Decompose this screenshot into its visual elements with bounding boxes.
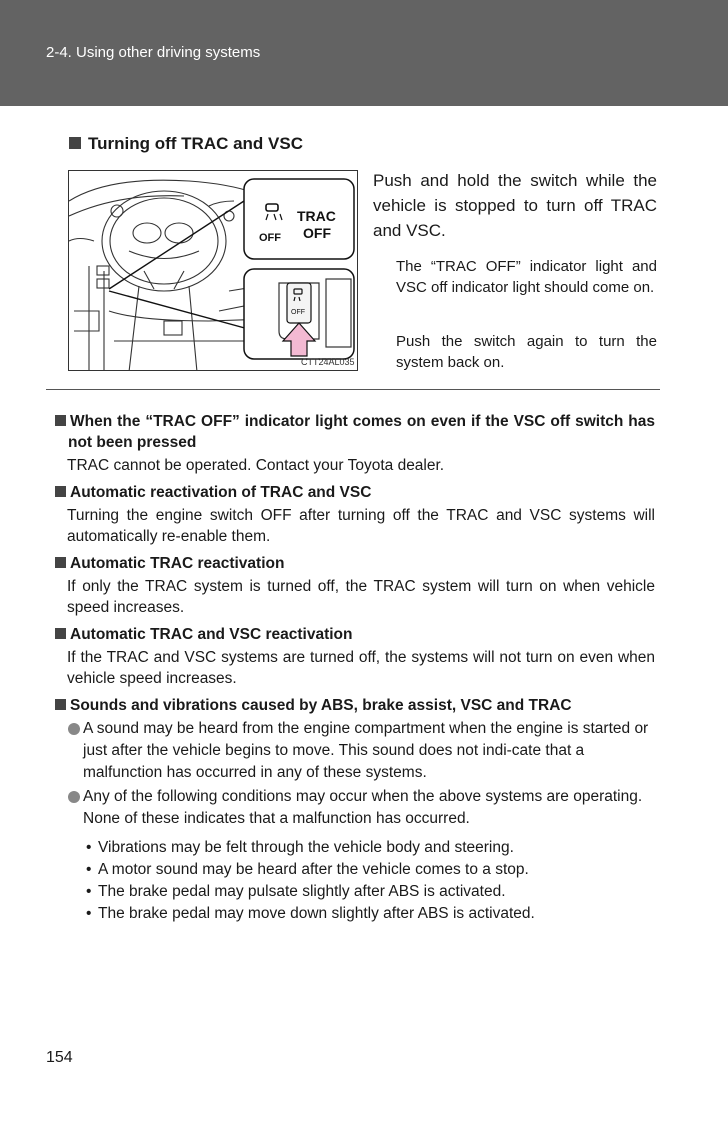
square-bullet-icon [55,486,66,497]
square-bullet-icon [55,415,66,426]
square-bullet-icon [55,628,66,639]
item-heading: When the “TRAC OFF” indicator light comes on even if the VSC off switch has not been pressed [55,411,655,453]
list-item: Any of the following conditions may occur when the above systems are operating. None of these indicates that a malfunction has occurred. [55,786,655,830]
condition-list [55,837,655,925]
item-heading: Automatic TRAC reactivation [55,553,655,574]
info-section [55,411,655,925]
item-text: If the TRAC and VSC systems are turned off, the systems will not turn on even when vehicle speed increases. [67,649,655,687]
circle-bullet-icon [68,723,80,735]
callout-trac-label: TRAC [297,208,336,224]
list-item: • The brake pedal may pulsate slightly after ABS is activated. [55,881,655,903]
dashboard-drawing [69,171,358,371]
list-item: A sound may be heard from the engine compartment when the engine is started or just after the vehicle begins to move. This sound does not indi-cate that a malfunction has occurred in any of these systems. [55,718,655,784]
intro-text: Push and hold the switch while the vehicle is stopped to turn off TRAC and VSC. [373,171,657,240]
header-section-title: 2-4. Using other driving systems [46,44,261,61]
icon-off-label: OFF [259,232,281,244]
square-bullet-icon [55,699,66,710]
circle-bullet-icon [68,791,80,803]
button-off-label: OFF [291,309,305,316]
callout-off-label: OFF [303,225,331,241]
item-heading: Automatic TRAC and VSC reactivation [55,624,655,645]
note-indicator-light: The “TRAC OFF” indicator light and VSC off indicator light should come on. [396,258,657,296]
section-title [69,134,303,154]
square-bullet-icon [55,557,66,568]
page-number: 154 [46,1049,73,1066]
dot-bullet-icon: • [86,861,92,878]
item-heading: Automatic reactivation of TRAC and VSC [55,482,655,503]
note-turn-back-on: Push the switch again to turn the system back on. [396,333,657,371]
item-text: TRAC cannot be operated. Contact your Toyota dealer. [67,457,445,474]
list-item: • A motor sound may be heard after the vehicle comes to a stop. [55,859,655,881]
list-item: • Vibrations may be felt through the vehicle body and steering. [55,837,655,859]
figure-code: CTT24AL035 [301,357,355,367]
item-text: Turning the engine switch OFF after turning off the TRAC and VSC systems will automatically re-enable them. [67,507,655,545]
dot-bullet-icon: • [86,883,92,900]
dot-bullet-icon: • [86,839,92,856]
list-item: • The brake pedal may move down slightly after ABS is activated. [55,903,655,925]
square-bullet-icon [69,137,81,149]
dashboard-illustration [68,170,358,371]
section-divider [46,389,660,390]
page-header [0,0,728,106]
item-text: If only the TRAC system is turned off, the TRAC system will turn on when vehicle speed increases. [67,578,655,616]
section-title-text: Turning off TRAC and VSC [88,134,303,153]
sounds-heading: Sounds and vibrations caused by ABS, brake assist, VSC and TRAC [55,695,655,716]
dot-bullet-icon: • [86,905,92,922]
